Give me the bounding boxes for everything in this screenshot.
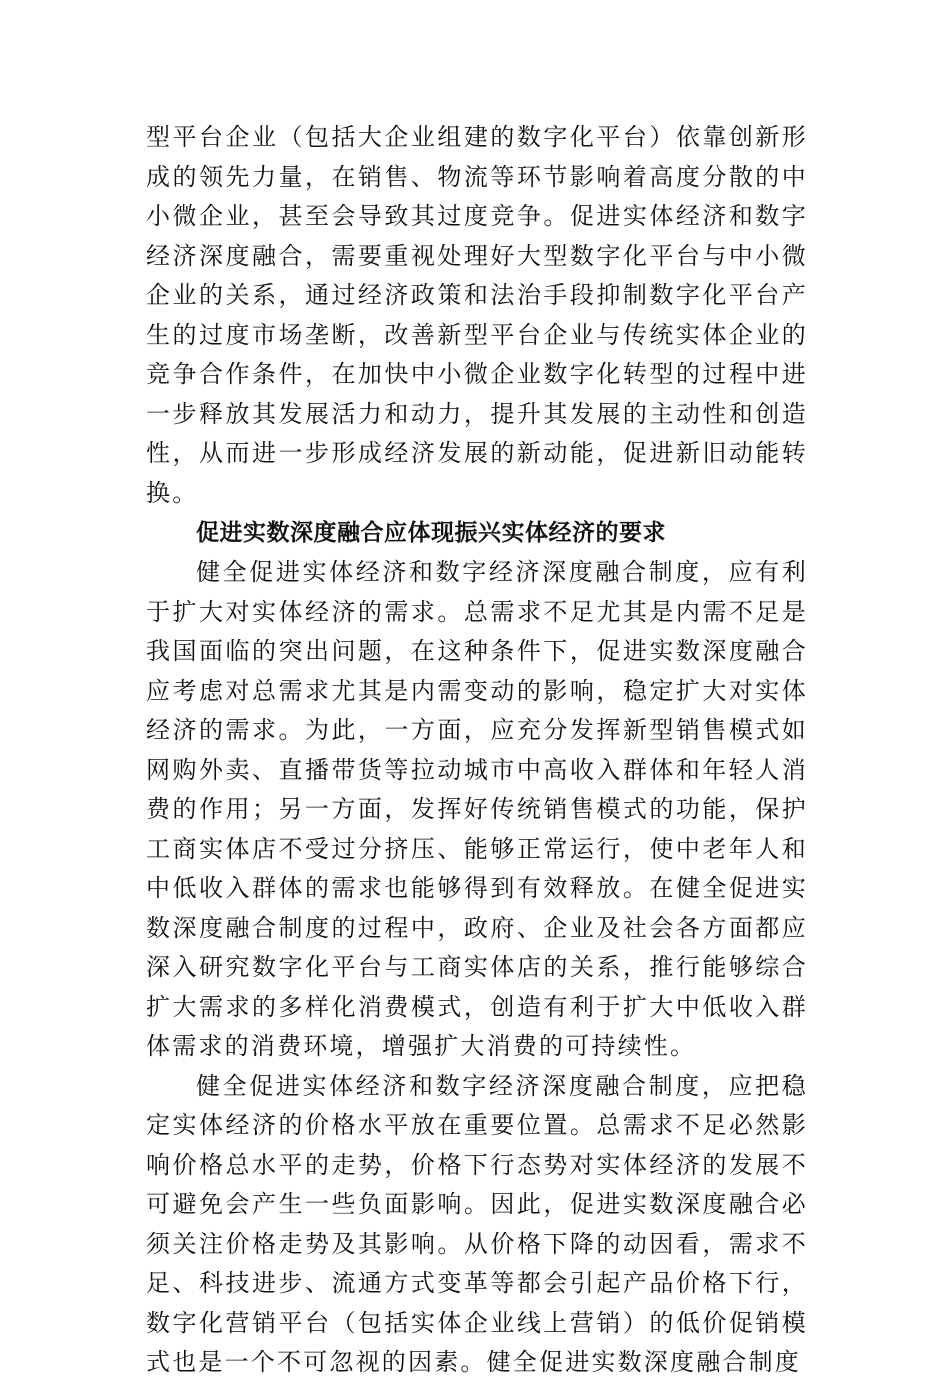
paragraph-demand: 健全促进实体经济和数字经济深度融合制度，应有利于扩大对实体经济的需求。总需求不足尤其是内需不足是我国面临的突出问题，在这种条件下，促进实数深度融合应考虑对总需求尤其是内需变动的影响，稳定扩大对实体经济的需求。为此，一方面，应充分发挥新型销售模式如网购外卖、直播带货等拉动城市中高收入群体和年轻人消费的作用；另一方面，发挥好传统销售模式的功能，保护工商实体店不受过分挤压、能够正常运行，使中老年人和中低收入群体的需求也能够得到有效释放。在健全促进实数深度融合制度的过程中，政府、企业及社会各方面都应深入研究数字化平台与工商实体店的关系，推行能够综合扩大需求的多样化消费模式，创造有利于扩大中低收入群体需求的消费环境，增强扩大消费的可持续性。 — [146, 558, 808, 1060]
paragraph-continued: 型平台企业（包括大企业组建的数字化平台）依靠创新形成的领先力量，在销售、物流等环节影响着高度分散的中小微企业，甚至会导致其过度竞争。促进实体经济和数字经济深度融合，需要重视处理好大型数字化平台与中小微企业的关系，通过经济政策和法治手段抑制数字化平台产生的过度市场垄断，改善新型平台企业与传统实体企业的竞争合作条件，在加快中小微企业数字化转型的过程中进一步释放其发展活力和动力，提升其发展的主动性和创造性，从而进一步形成经济发展的新动能，促进新旧动能转换。 — [146, 123, 808, 507]
section-heading: 促进实数深度融合应体现振兴实体经济的要求 — [196, 520, 666, 546]
paragraph-price: 健全促进实体经济和数字经济深度融合制度，应把稳定实体经济的价格水平放在重要位置。总需求不足必然影响价格总水平的走势，价格下行态势对实体经济的发展不可避免会产生一些负面影响。因此，促进实数深度融合必须关注价格走势及其影响。从价格下降的动因看，需求不足、科技进步、流通方式变革等都会引起产品价格下行，数字化营销平台（包括实体企业线上营销）的低价促销模式也是一个不可忽视的因素。健全促进实数深度融合制度 — [146, 1071, 808, 1376]
document-page — [146, 118, 808, 1383]
